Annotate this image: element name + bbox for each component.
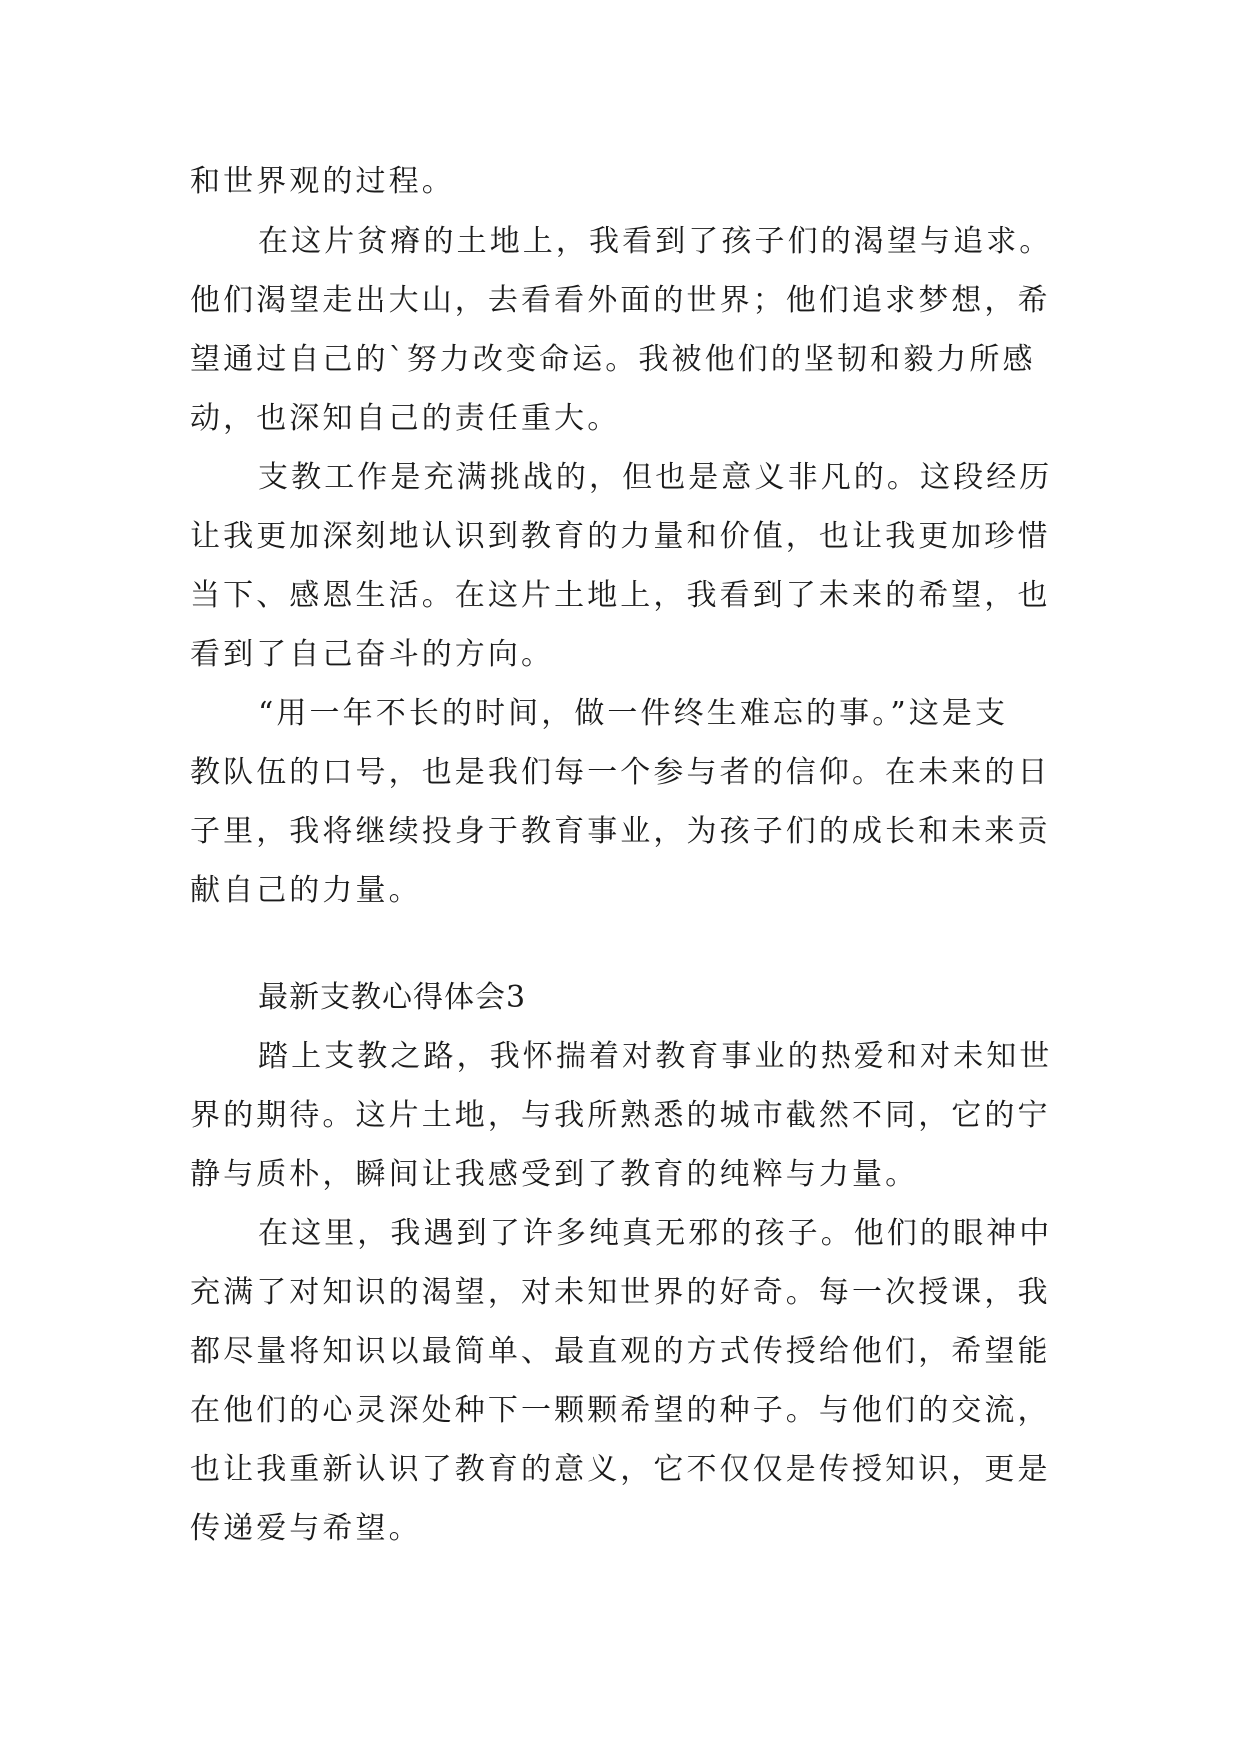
paragraph-line: 传递爱与希望。 [190, 1511, 422, 1546]
paragraph-line: 望通过自己的`努力改变命运。我被他们的坚韧和毅力所感 [190, 342, 1036, 377]
paragraph-line: 当下、感恩生活。在这片土地上，我看到了未来的希望，也 [190, 578, 1051, 613]
paragraph-line: 都尽量将知识以最简单、最直观的方式传授给他们，希望能 [190, 1334, 1051, 1369]
paragraph-line: 教队伍的口号，也是我们每一个参与者的信仰。在未来的日 [190, 755, 1051, 790]
paragraph-line: 让我更加深刻地认识到教育的力量和价值，也让我更加珍惜 [190, 519, 1051, 554]
paragraph-line: 子里，我将继续投身于教育事业，为孩子们的成长和未来贡 [190, 814, 1051, 849]
paragraph-line: 在他们的心灵深处种下一颗颗希望的种子。与他们的交流， [190, 1393, 1051, 1428]
paragraph-line: “用一年不长的时间，做一件终生难忘的事。”这是支 [258, 696, 1009, 731]
paragraph-line: 也让我重新认识了教育的意义，它不仅仅是传授知识，更是 [190, 1452, 1051, 1487]
paragraph-line: 和世界观的过程。 [190, 164, 455, 199]
paragraph-line: 支教工作是充满挑战的，但也是意义非凡的。这段经历 [258, 460, 1053, 495]
paragraph-line: 献自己的力量。 [190, 873, 422, 908]
paragraph-line: 他们渴望走出大山，去看看外面的世界；他们追求梦想，希 [190, 283, 1051, 318]
paragraph-line: 在这里，我遇到了许多纯真无邪的孩子。他们的眼神中 [258, 1216, 1053, 1251]
paragraph-line: 踏上支教之路，我怀揣着对教育事业的热爱和对未知世 [258, 1039, 1053, 1074]
paragraph-line: 在这片贫瘠的土地上，我看到了孩子们的渴望与追求。 [258, 224, 1053, 259]
section-heading: 最新支教心得体会3 [258, 980, 527, 1015]
paragraph-line: 静与质朴，瞬间让我感受到了教育的纯粹与力量。 [190, 1157, 919, 1192]
paragraph-line: 充满了对知识的渴望，对未知世界的好奇。每一次授课，我 [190, 1275, 1051, 1310]
paragraph-line: 界的期待。这片土地，与我所熟悉的城市截然不同，它的宁 [190, 1098, 1051, 1133]
paragraph-line: 动，也深知自己的责任重大。 [190, 401, 621, 436]
paragraph-line: 看到了自己奋斗的方向。 [190, 637, 555, 672]
